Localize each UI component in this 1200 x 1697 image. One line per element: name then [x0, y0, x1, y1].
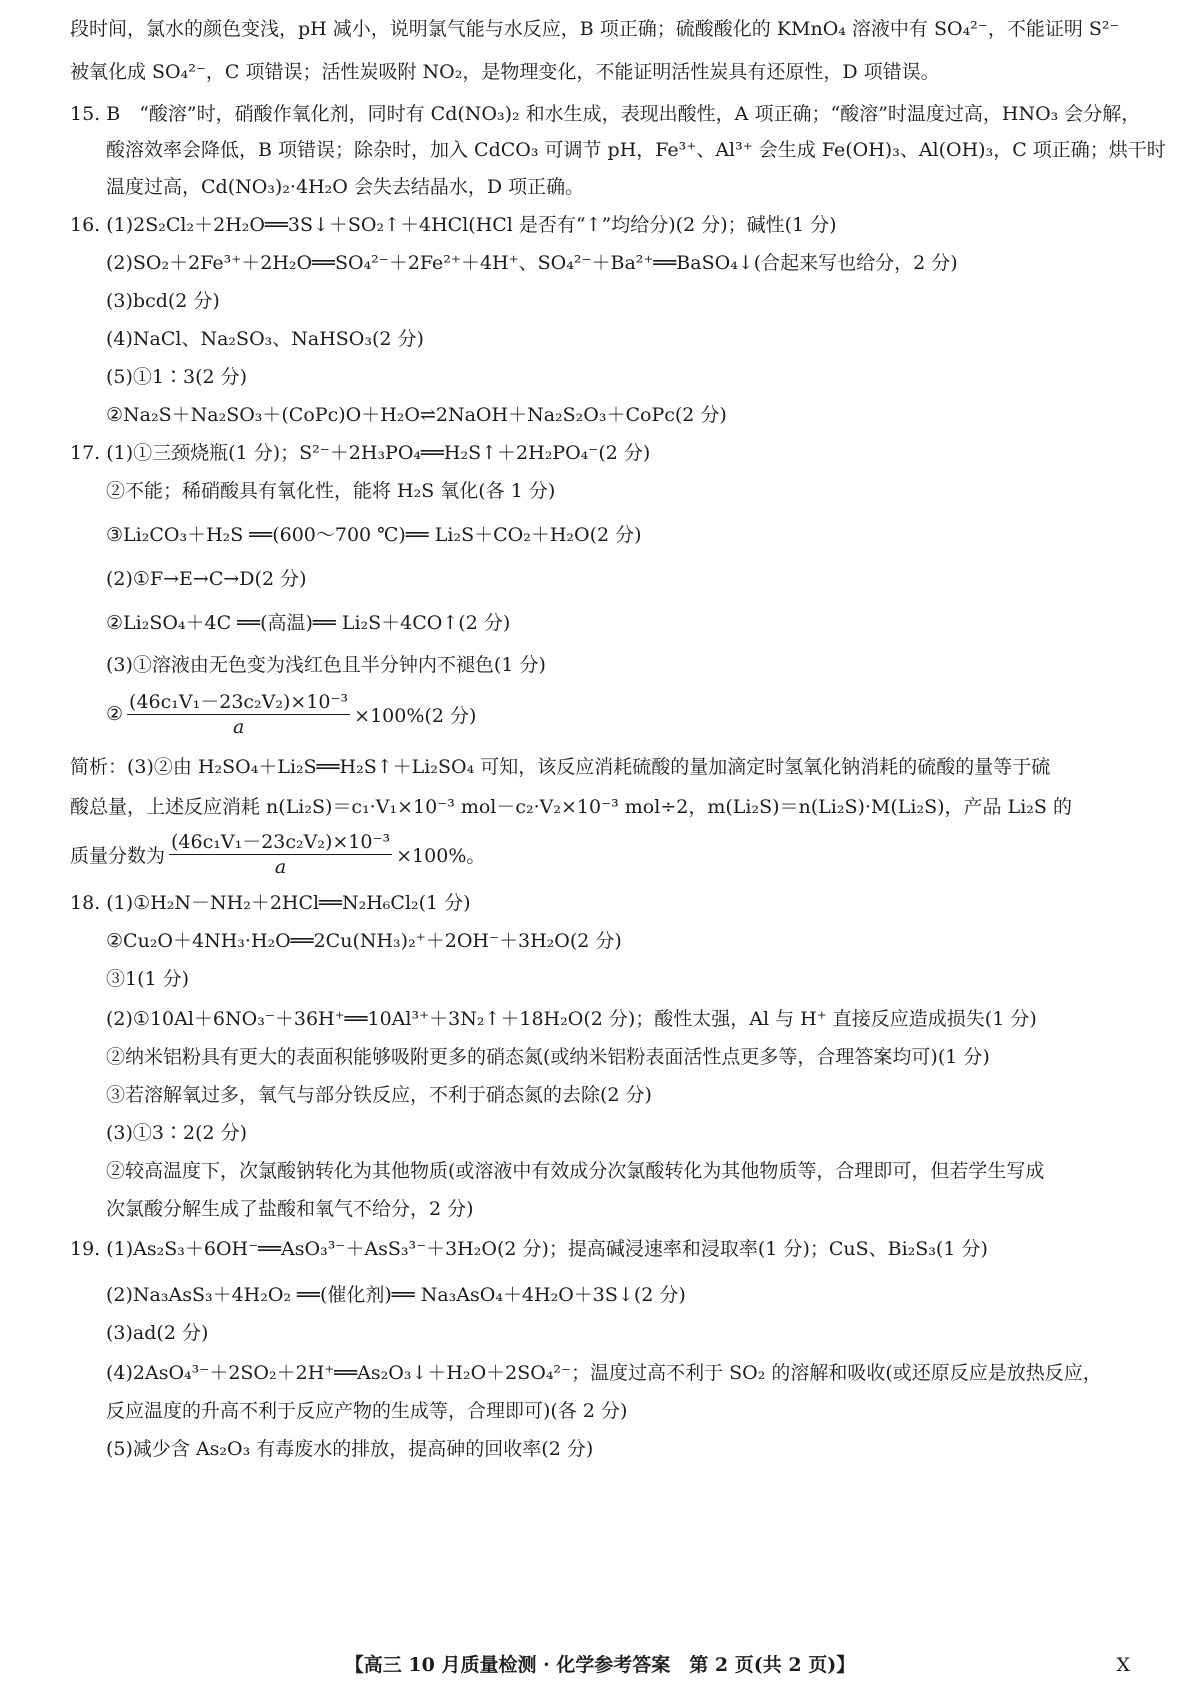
footer-title: 【高三 10 月质量检测 · 化学参考答案 第 2 页(共 2 页)】 — [344, 1654, 856, 1676]
text-line: 反应温度的升高不利于反应产物的生成等，合理即可)(各 2 分) — [106, 1400, 628, 1422]
text-line: ②Na₂S＋Na₂SO₃＋(CoPc)O＋H₂O⇌2NaOH＋Na₂S₂O₃＋CoPc(2 分) — [106, 404, 727, 426]
formula-suffix: ×100%(2 分) — [354, 704, 477, 727]
text-line: 段时间，氯水的颜色变浅，pH 减小，说明氯气能与水反应，B 项正确；硫酸酸化的 KMnO₄ 溶液中有 SO₄²⁻，不能证明 S²⁻ — [70, 18, 1120, 40]
text-line: (3)ad(2 分) — [106, 1322, 209, 1344]
fraction-numerator: (46c₁V₁－23c₂V₂)×10⁻³ — [171, 830, 391, 853]
text-line: ③Li₂CO₃＋H₂S ══(600～700 ℃)══ Li₂S＋CO₂＋H₂O(2 分) — [106, 524, 642, 546]
text-line: ②Li₂SO₄＋4C ══(高温)══ Li₂S＋4CO↑(2 分) — [106, 612, 511, 634]
text-line: 次氯酸分解生成了盐酸和氧气不给分，2 分) — [106, 1198, 474, 1220]
fraction-denominator: a — [232, 715, 245, 738]
text-line: ③若溶解氧过多，氧气与部分铁反应，不利于硝态氮的去除(2 分) — [106, 1084, 652, 1106]
text-line: 酸溶效率会降低，B 项错误；除杂时，加入 CdCO₃ 可调节 pH，Fe³⁺、Al³⁺ 会生成 Fe(OH)₃、Al(OH)₃，C 项正确；烘干时 — [106, 139, 1166, 161]
text-line: ②较高温度下，次氯酸钠转化为其他物质(或溶液中有效成分次氯酸转化为其他物质等，合理即可，但若学生写成 — [106, 1160, 1045, 1182]
text-line: ②纳米铝粉具有更大的表面积能够吸附更多的硝态氮(或纳米铝粉表面活性点更多等，合理答案均可)(1 分) — [106, 1046, 990, 1068]
text-line: 简析：(3)②由 H₂SO₄＋Li₂S══H₂S↑＋Li₂SO₄ 可知，该反应消耗硫酸的量加滴定时氢氧化钠消耗的硫酸的量等于硫 — [70, 756, 1051, 778]
text-line: (2)①10Al＋6NO₃⁻＋36H⁺══10Al³⁺＋3N₂↑＋18H₂O(2 分)；酸性太强，Al 与 H⁺ 直接反应造成损失(1 分) — [106, 1008, 1037, 1030]
text-line: 18. (1)①H₂N－NH₂＋2HCl══N₂H₆Cl₂(1 分) — [70, 892, 471, 914]
page-footer — [0, 1648, 1200, 1682]
text-line: (3)①溶液由无色变为浅红色且半分钟内不褪色(1 分) — [106, 654, 546, 676]
text-line: (2)Na₃AsS₃＋4H₂O₂ ══(催化剂)══ Na₃AsO₄＋4H₂O＋3S↓(2 分) — [106, 1284, 686, 1306]
fraction-denominator: a — [274, 855, 287, 878]
text-line: (3)①3∶2(2 分) — [106, 1122, 248, 1144]
text-line: 17. (1)①三颈烧瓶(1 分)；S²⁻＋2H₃PO₄══H₂S↑＋2H₂PO₄⁻(2 分) — [70, 442, 651, 464]
formula-line — [0, 824, 1200, 884]
text-line: 16. (1)2S₂Cl₂＋2H₂O══3S↓＋SO₂↑＋4HCl(HCl 是否有“↑”均给分)(2 分)；碱性(1 分) — [70, 214, 837, 236]
formula-prefix: 质量分数为 — [70, 844, 166, 867]
text-line: (5)减少含 As₂O₃ 有毒废水的排放，提高砷的回收率(2 分) — [106, 1438, 594, 1460]
text-line: (5)①1∶3(2 分) — [106, 366, 248, 388]
text-line: 被氧化成 SO₄²⁻，C 项错误；活性炭吸附 NO₂，是物理变化，不能证明活性炭具有还原性，D 项错误。 — [70, 61, 940, 83]
formula-suffix: ×100%。 — [396, 844, 486, 867]
text-line: (2)①F→E→C→D(2 分) — [106, 568, 307, 590]
footer-code: X — [1116, 1654, 1130, 1676]
fraction — [169, 830, 392, 879]
text-line: ③1(1 分) — [106, 968, 190, 990]
text-line: ②Cu₂O＋4NH₃·H₂O══2Cu(NH₃)₂⁺＋2OH⁻＋3H₂O(2 分) — [106, 930, 622, 952]
text-line: 酸总量，上述反应消耗 n(Li₂S)＝c₁·V₁×10⁻³ mol－c₂·V₂×10⁻³ mol÷2，m(Li₂S)＝n(Li₂S)·M(Li₂S)，产品 Li₂S 的 — [70, 796, 1072, 818]
formula-line — [0, 684, 1200, 744]
text-line: (4)2AsO₄³⁻＋2SO₂＋2H⁺══As₂O₃↓＋H₂O＋2SO₄²⁻；温度过高不利于 SO₂ 的溶解和吸收(或还原反应是放热反应， — [106, 1362, 1102, 1384]
fraction — [127, 690, 350, 739]
text-line: (4)NaCl、Na₂SO₃、NaHSO₃(2 分) — [106, 328, 424, 350]
text-line: (2)SO₂＋2Fe³⁺＋2H₂O══SO₄²⁻＋2Fe²⁺＋4H⁺、SO₄²⁻＋Ba²⁺══BaSO₄↓(合起来写也给分，2 分) — [106, 252, 958, 274]
text-line: 19. (1)As₂S₃＋6OH⁻══AsO₃³⁻＋AsS₃³⁻＋3H₂O(2 分)；提高碱浸速率和浸取率(1 分)；CuS、Bi₂S₃(1 分) — [70, 1238, 988, 1260]
text-line: 温度过高，Cd(NO₃)₂·4H₂O 会失去结晶水，D 项正确。 — [106, 176, 585, 198]
fraction-numerator: (46c₁V₁－23c₂V₂)×10⁻³ — [129, 690, 349, 713]
formula-prefix: ② — [106, 703, 124, 725]
text-line: 15. B “酸溶”时，硝酸作氧化剂，同时有 Cd(NO₃)₂ 和水生成，表现出酸性，A 项正确；“酸溶”时温度过高，HNO₃ 会分解， — [70, 103, 1141, 125]
text-line: (3)bcd(2 分) — [106, 290, 220, 312]
text-line: ②不能；稀硝酸具有氧化性，能将 H₂S 氧化(各 1 分) — [106, 480, 556, 502]
